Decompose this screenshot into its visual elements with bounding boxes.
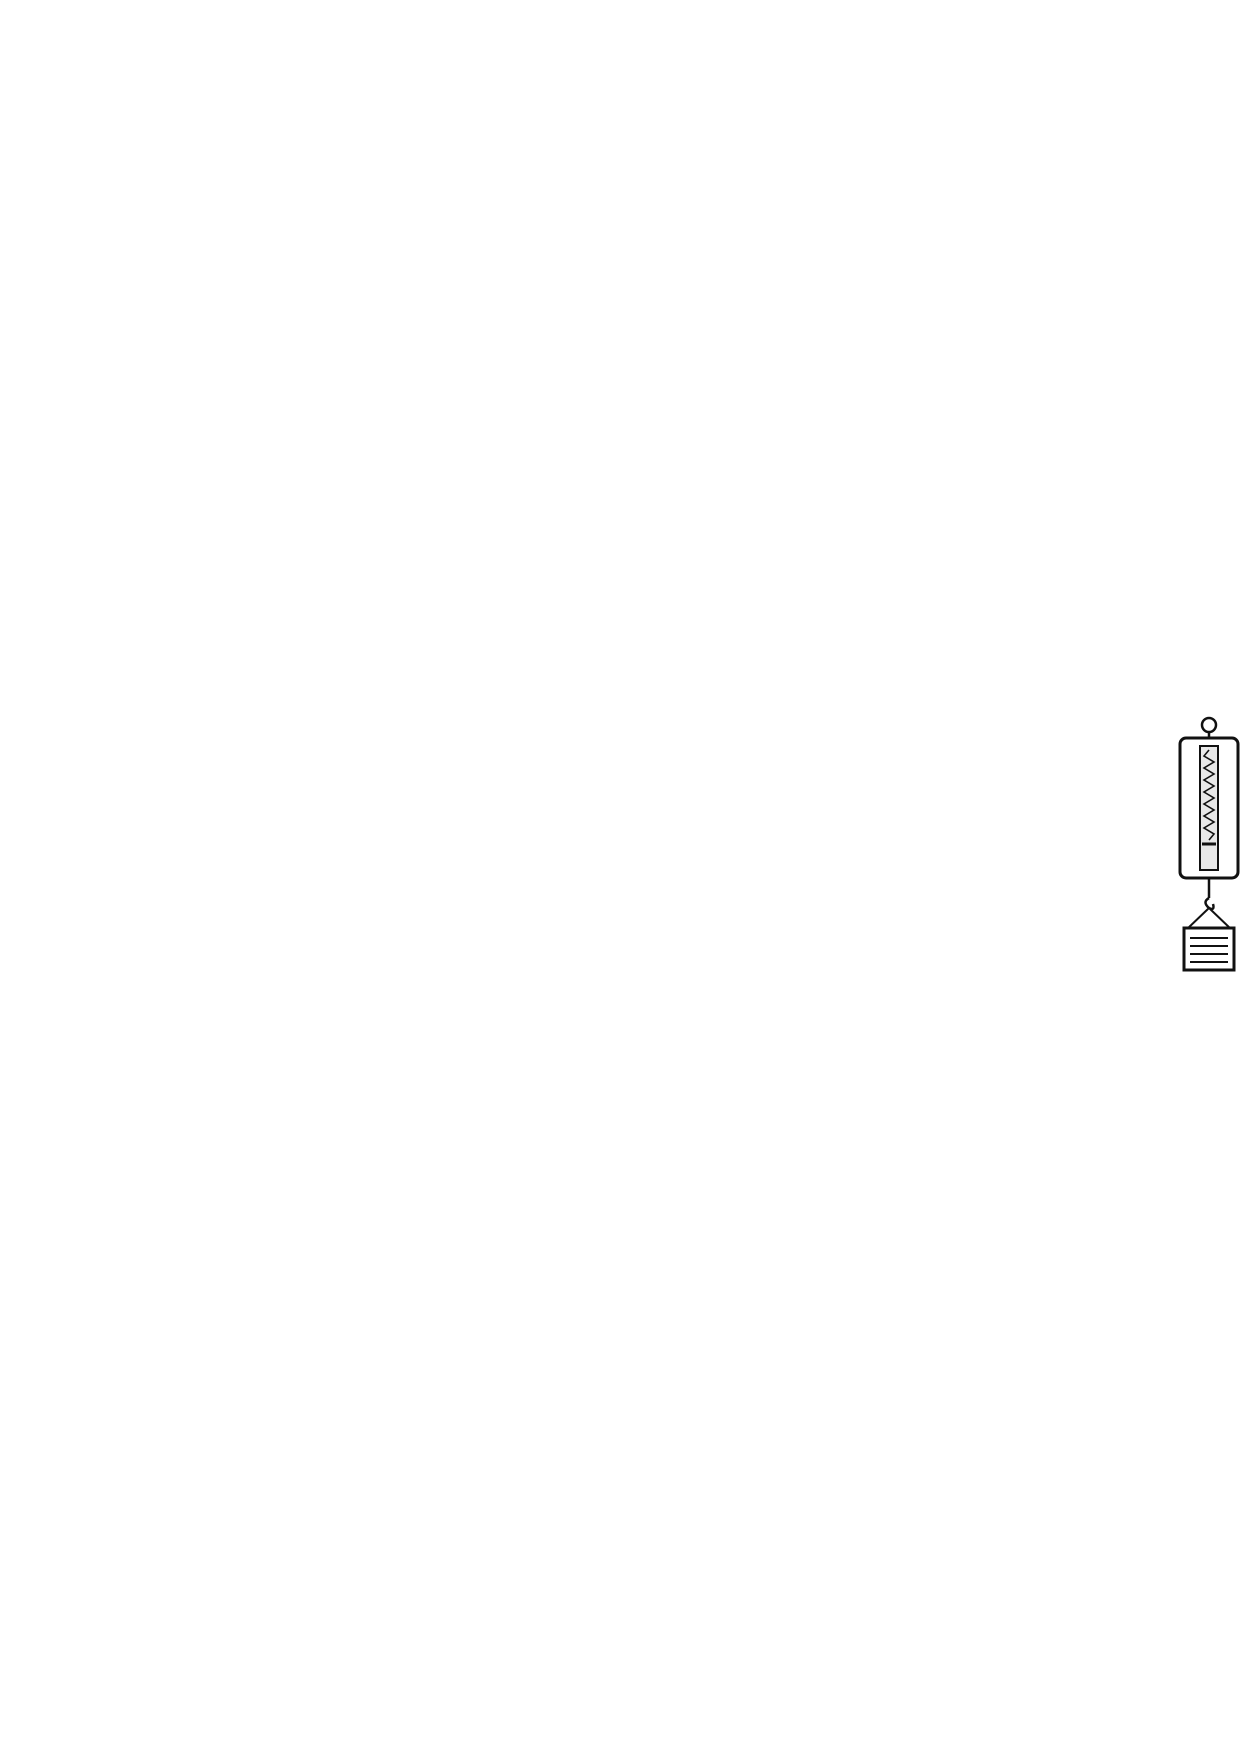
- spring-scale-with-beaker-icon: [1178, 716, 1240, 974]
